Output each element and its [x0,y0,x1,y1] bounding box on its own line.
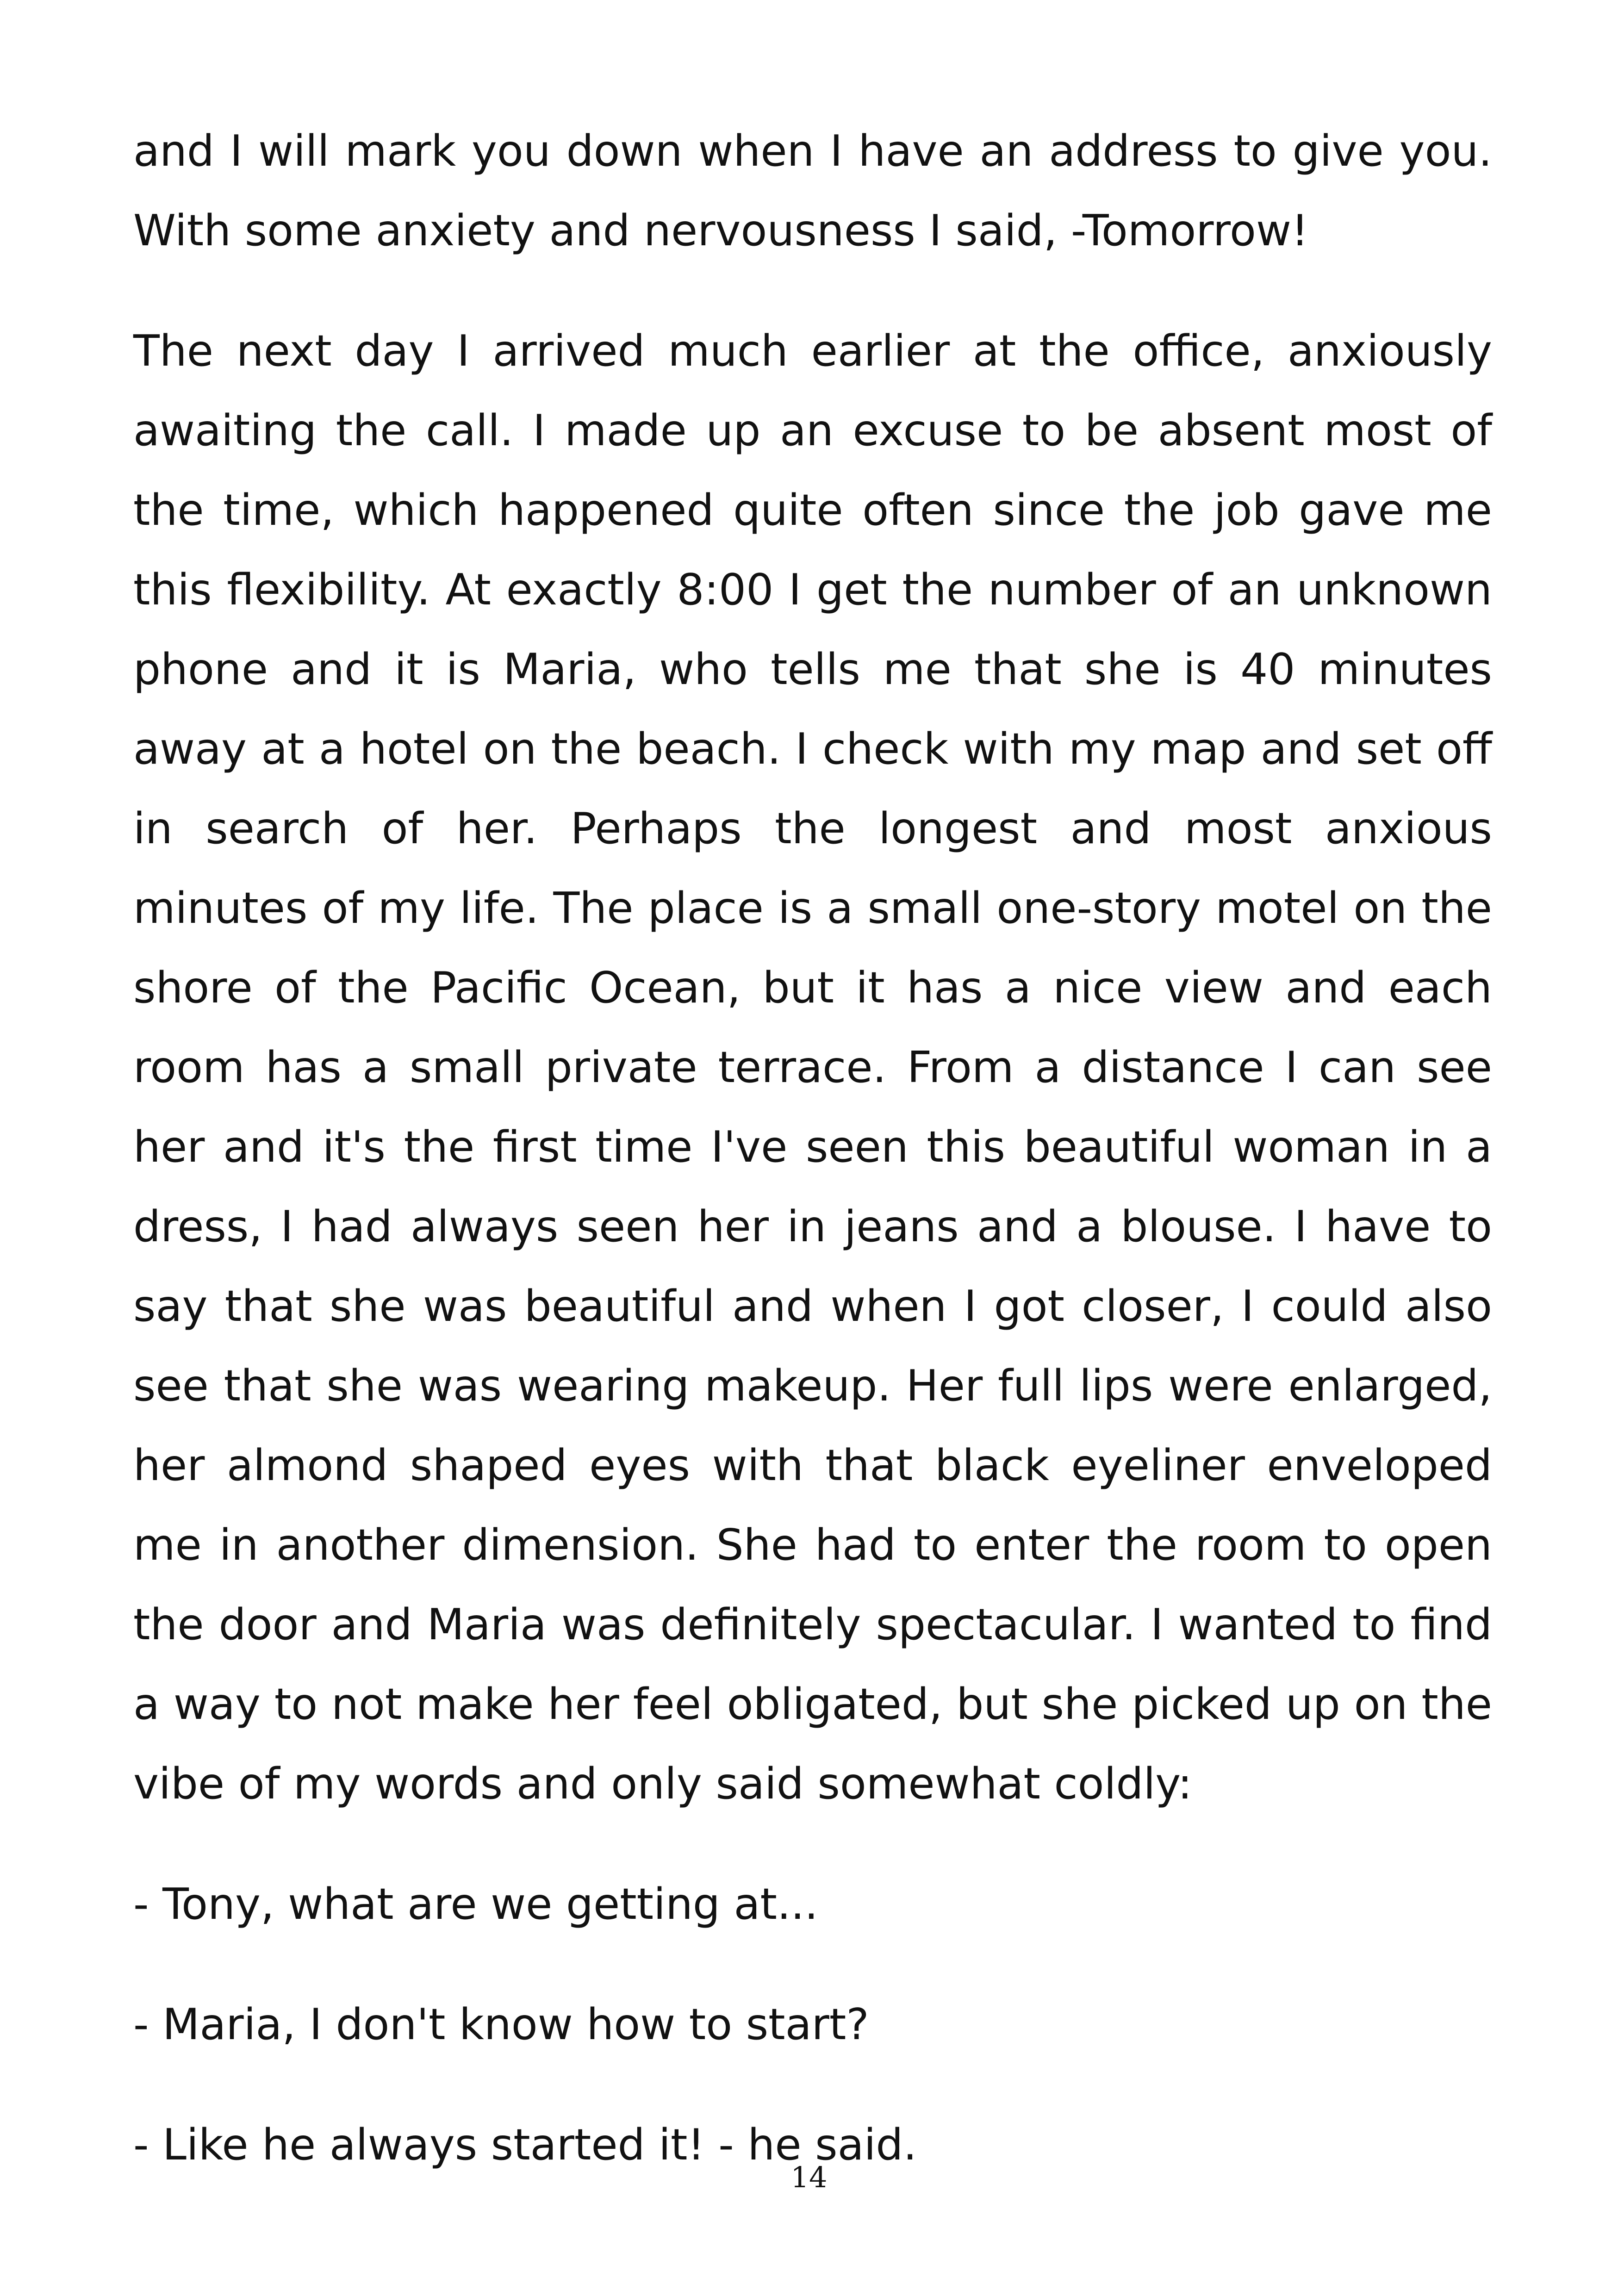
dialogue-line-3: - Like he always started it! - he said. [133,2120,917,2170]
page-body [133,111,1492,2225]
paragraph-1: and I will mark you down when I have an address to give you. With some anxiety and nervousness I said, -Tomorrow! [133,126,1492,255]
dialogue-line-2: - Maria, I don't know how to start? [133,1999,869,2049]
paragraph-2: The next day I arrived much earlier at the office, anxiously awaiting the call. I made up an excuse to be absent most of the time, which happened quite often since the job gave me this flexibility. At exactly 8:00 I get the number of an unknown phone and it is Maria, who tells me that she is 40 minutes away at a hotel on the beach. I check with my map and set off in search of her. Perhaps the longest and most anxious minutes of my life. The place is a small one-story motel on the shore of the Pacific Ocean, but it has a nice view and each room has a small private terrace. From a distance I can see her and it's the first time I've seen this beautiful woman in a dress, I had always seen her in jeans and a blouse. I have to say that she was beautiful and when I got closer, I could also see that she was wearing makeup. Her full lips were enlarged, her almond shaped eyes with that black eyeliner enveloped me in another dimension. She had to enter the room to open the door and Maria was definitely spectacular. I wanted to find a way to not make her feel obligated, but she picked up on the vibe of my words and only said somewhat coldly: [133,326,1492,1809]
page-number: 14 [790,2160,828,2194]
dialogue-line-1: - Tony, what are we getting at... [133,1879,818,1929]
